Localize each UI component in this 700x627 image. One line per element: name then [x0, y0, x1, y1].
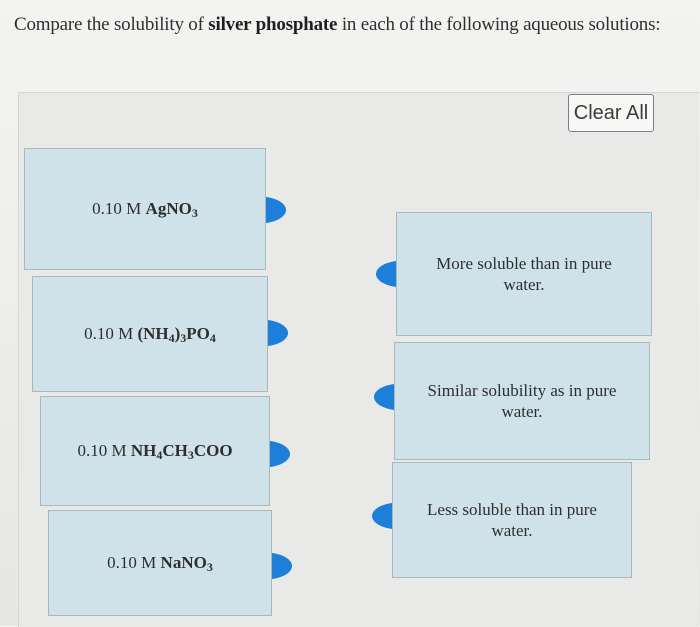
target-similar-solubility[interactable] — [394, 342, 650, 460]
arrow-left-icon[interactable] — [376, 261, 396, 287]
arrow-left-icon[interactable] — [372, 503, 392, 529]
target-less-soluble[interactable] — [392, 462, 632, 578]
arrow-right-icon[interactable] — [270, 441, 290, 467]
solution-formula — [131, 441, 233, 461]
question-suffix: in each of the following aqueous solutions: — [341, 14, 661, 35]
arrow-right-icon[interactable] — [266, 197, 286, 223]
formula-part: ) — [174, 324, 181, 343]
solution-item-nh4ch3coo[interactable] — [40, 396, 270, 506]
formula-part: PO — [186, 324, 210, 343]
formula-part: (NH — [137, 324, 169, 343]
target-more-soluble[interactable] — [396, 212, 652, 336]
solution-formula — [146, 199, 198, 219]
solution-conc: 0.10 M — [107, 553, 157, 572]
formula-subscript: 3 — [187, 448, 194, 462]
formula-subscript: 3 — [191, 206, 198, 220]
solution-item-nh4-3po4[interactable] — [32, 276, 268, 392]
arrow-right-icon[interactable] — [272, 553, 292, 579]
formula-subscript: 4 — [156, 448, 163, 462]
formula-subscript: 3 — [180, 331, 187, 345]
question-prefix: Compare the solubility of — [14, 14, 204, 35]
formula-part: NaNO — [160, 553, 207, 572]
target-label: More soluble than in pure water. — [436, 254, 612, 294]
formula-part: CH — [162, 441, 188, 460]
clear-all-button[interactable]: Clear All — [568, 94, 654, 132]
solution-conc: 0.10 M — [92, 199, 142, 218]
formula-part: COO — [193, 441, 233, 460]
arrow-left-icon[interactable] — [374, 384, 394, 410]
formula-part: AgNO — [145, 199, 192, 218]
solution-conc: 0.10 M — [77, 441, 127, 460]
formula-subscript: 3 — [206, 560, 213, 574]
formula-subscript: 4 — [168, 331, 175, 345]
solution-item-agno3[interactable] — [24, 148, 266, 270]
target-label: Similar solubility as in pure water. — [427, 381, 617, 421]
target-label: Less soluble than in pure water. — [427, 500, 597, 540]
solution-item-nano3[interactable] — [48, 510, 272, 616]
formula-part: NH — [130, 441, 157, 460]
formula-subscript: 4 — [209, 331, 216, 345]
arrow-right-icon[interactable] — [268, 320, 288, 346]
solution-conc: 0.10 M — [84, 324, 134, 343]
solution-formula — [161, 553, 213, 573]
question-text — [14, 14, 700, 36]
question-compound: silver phosphate — [208, 14, 338, 35]
solution-formula — [137, 324, 215, 344]
